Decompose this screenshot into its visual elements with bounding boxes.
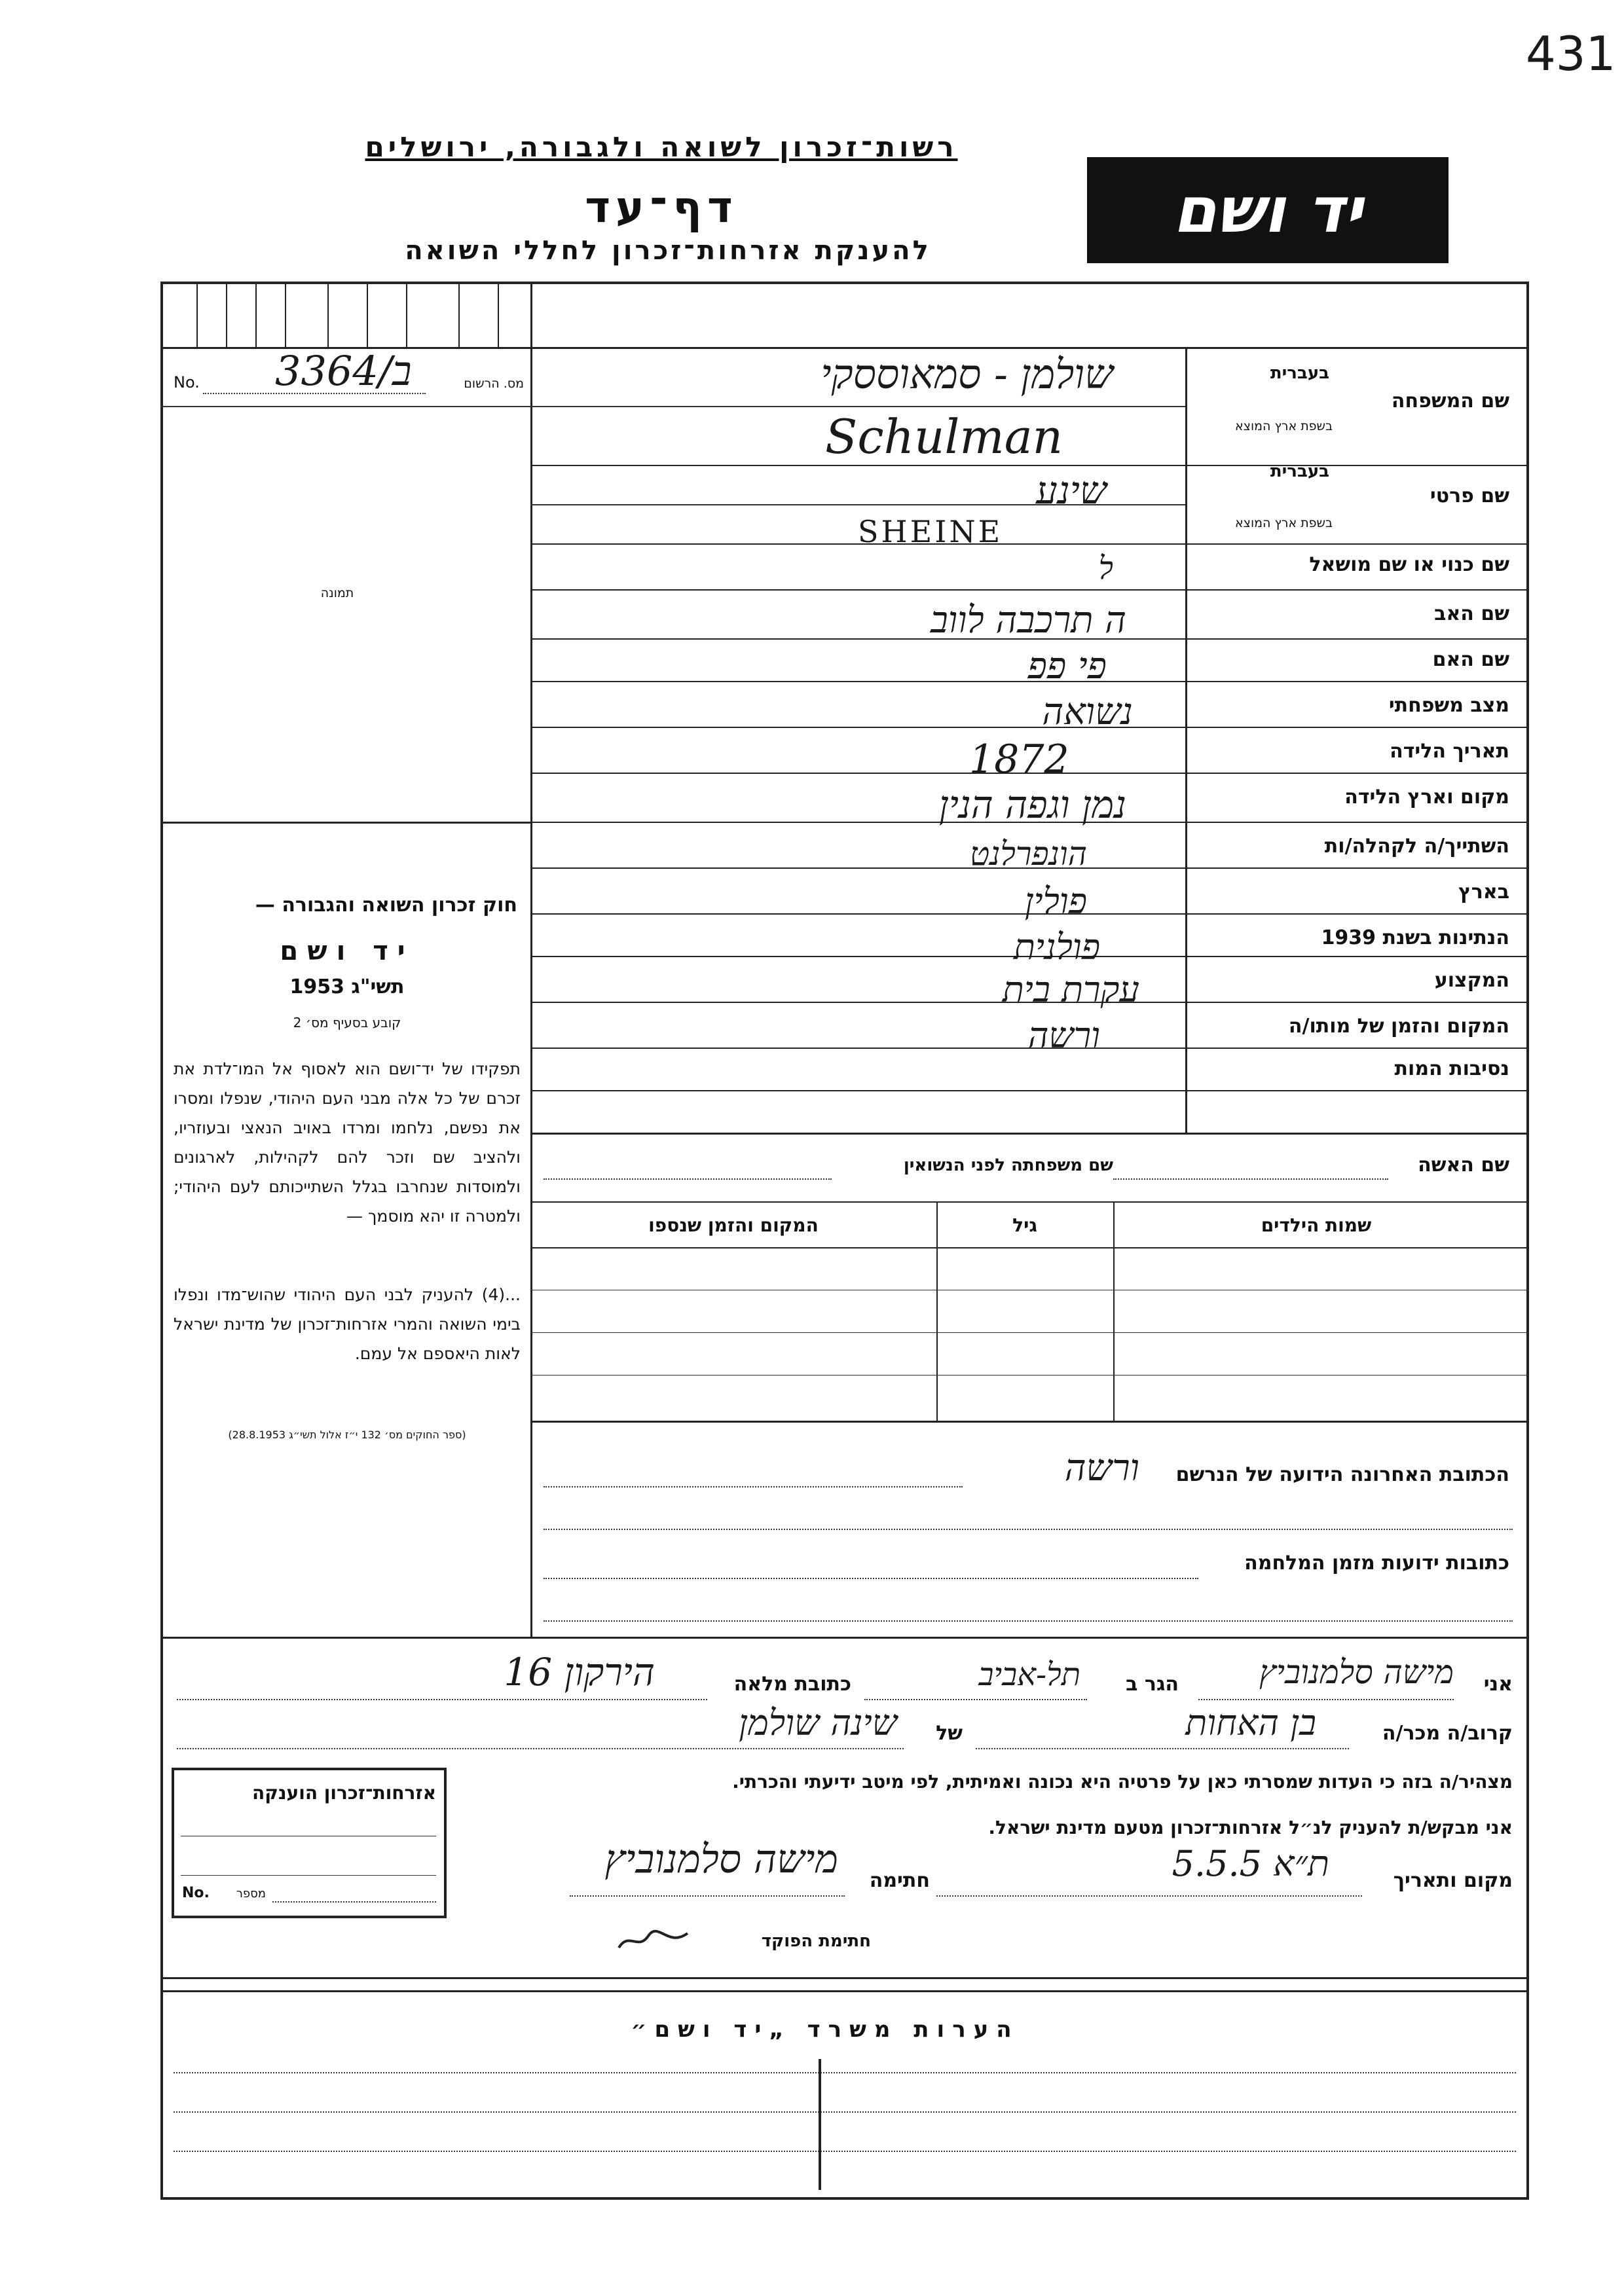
nickname-label: שם כנוי או שם מושאל <box>1309 553 1509 576</box>
children-header-place: המקום והזמן שנספו <box>648 1214 819 1236</box>
wife-label: שם האשה <box>1418 1154 1509 1176</box>
statement-1: מצהיר/ה בזה כי העדות שמסרתי כאן על פרטיה היא נכונה ואמיתית, לפי מיטב ידיעתי והכרתי. <box>732 1771 1513 1793</box>
law-year: תשי"ג 1953 <box>289 975 405 998</box>
header-authority: רשות־זכרון לשואה ולגבורה, ירושלים <box>365 131 958 163</box>
profession-value: עקרת בית <box>1002 969 1139 1010</box>
registration-label: מס. הרשום <box>464 376 524 391</box>
law-paragraph-2: ...(4) להעניק לבני העם היהודי שהוש־מדו ונפלו בימי השואה והמרי אזרחות־זכרון של מדינת ישראל לאות היאספם אל עמם. <box>174 1285 521 1363</box>
first-name-label: שם פרטי <box>1430 484 1509 507</box>
birth-date-label: תאריך הלידה <box>1390 740 1509 763</box>
yad-vashem-logo <box>1087 157 1449 263</box>
award-box <box>172 1768 447 1918</box>
law-paragraph-1: תפקידו של יד־ושם הוא לאסוף אל המו־לדת את זכרם של כל אלה מבני העם היהודי, שנפלו ומסרו את נפשם, נלחמו ומרדו באויב הנאצי ובעוזריו, ולהציב שם וזכר להם לקהילות, לארגונים ולמוסדות שנחרבו בגלל השתייכותם לעם היהודי; ולמטרה זו יהא מוסמך — <box>174 1059 521 1226</box>
country-label: בארץ <box>1458 881 1509 903</box>
registration-number: 3364/ב <box>275 347 412 395</box>
nickname-value: ל <box>1098 550 1113 587</box>
last-address-label: הכתובת האחרונה הידועה של הנרשם <box>1175 1463 1509 1486</box>
mother-value: פי פפ <box>1027 645 1107 687</box>
officer-signature-label: חתימת הפוקד <box>761 1931 871 1951</box>
birth-place-value: נמן וגפה הנין <box>938 782 1126 827</box>
signature-label: חתימה <box>869 1869 930 1892</box>
birth-place-label: מקום וארץ הלידה <box>1344 786 1509 809</box>
first-name-hebrew-value: שינע <box>1036 468 1107 513</box>
statement-2: אני מבקש/ת להעניק לנ״ל אזרחות־זכרון מטעם מדינת ישראל. <box>988 1817 1513 1838</box>
resides-in-label: הגר ב <box>1126 1673 1179 1696</box>
full-address-label: כתובת מלאה <box>733 1673 851 1696</box>
maiden-name-label: שם משפחתה לפני הנשואין <box>903 1156 1113 1175</box>
death-place-value: ורשה <box>1027 1015 1100 1056</box>
children-header-names: שמות הילדים <box>1261 1214 1372 1236</box>
award-title: אזרחות־זכרון הוענקה <box>252 1782 436 1804</box>
registration-no-label: No. <box>174 373 200 392</box>
family-name-label: שם המשפחה <box>1391 390 1509 412</box>
officer-signature-mark <box>616 1928 694 1954</box>
family-name-hebrew-value: שולמן - סמאוססקי <box>821 350 1113 398</box>
place-date-label: מקום ותאריך <box>1393 1869 1513 1892</box>
citizenship-label: הנתינות בשנת 1939 <box>1321 926 1509 949</box>
office-notes-title: הערות משרד „יד ושם״ <box>631 2016 1020 2043</box>
death-circumstances-label: נסיבות המות <box>1394 1057 1509 1080</box>
country-value: פולין <box>1024 881 1087 922</box>
page-title: דף־עד <box>585 182 738 232</box>
profession-label: המקצוע <box>1434 969 1509 992</box>
relative-label: קרוב/ה מכר/ה <box>1382 1722 1513 1745</box>
family-name-origin-label: בשפת ארץ המוצא <box>1234 419 1333 433</box>
marital-value: נשואה <box>1042 691 1133 733</box>
father-value: ה תרכבה לווב <box>930 599 1126 642</box>
law-source: (ספר החוקים מס׳ 132 י״ז אלול תשי״ג 28.8.1953) <box>228 1429 466 1441</box>
declarant-name-value: מישה סלמנוביץ <box>1259 1653 1454 1691</box>
photo-label: תמונה <box>320 586 354 600</box>
citizenship-value: פולנית <box>1013 926 1100 968</box>
community-label: השתייך/ה לקהלה/ות <box>1324 835 1509 858</box>
victim-name-value: שינה שולמן <box>739 1702 897 1743</box>
birth-date-value: 1872 <box>969 737 1069 782</box>
full-address-value: הירקון 16 <box>504 1650 655 1694</box>
wartime-addresses-label: כתובות ידועות מזמן המלחמה <box>1244 1552 1509 1575</box>
mother-label: שם האם <box>1432 648 1509 671</box>
law-title: חוק זכרון השואה והגבורה — <box>255 894 517 917</box>
of-label: של <box>936 1722 963 1745</box>
city-value: תל-אביב <box>978 1656 1080 1693</box>
first-name-origin-value: SHEINE <box>858 514 1003 549</box>
page-number: 431 <box>1526 26 1616 81</box>
logo-text: יד ושם <box>1173 173 1363 247</box>
declarant-signature: מישה סלמנוביץ <box>604 1836 838 1882</box>
death-place-label: המקום והזמן של מותו/ה <box>1288 1015 1509 1038</box>
family-name-hebrew-label: בעברית <box>1270 363 1329 383</box>
children-header-age: גיל <box>1012 1214 1037 1236</box>
family-name-origin-value: Schulman <box>825 409 1063 464</box>
law-clause: קובע בסעיף מס׳ 2 <box>293 1015 401 1030</box>
community-value: הונפרלנט <box>970 835 1087 873</box>
marital-label: מצב משפחתי <box>1388 694 1509 717</box>
place-date-value: ת״א 5.5.5 <box>1172 1843 1329 1884</box>
declaration-i-am: אני <box>1483 1673 1513 1696</box>
award-number-label: מספר <box>236 1887 266 1901</box>
relation-value: בן האחות <box>1185 1702 1316 1743</box>
award-no-label: No. <box>182 1885 210 1901</box>
header-subtitle: להענקת אזרחות־זכרון לחללי השואה <box>405 236 931 266</box>
first-name-hebrew-label: בעברית <box>1270 462 1329 481</box>
law-name: יד ושם <box>280 936 415 966</box>
father-label: שם האב <box>1434 602 1509 625</box>
last-address-value: ורשה <box>1064 1447 1139 1489</box>
first-name-origin-label: בשפת ארץ המוצא <box>1234 516 1333 530</box>
